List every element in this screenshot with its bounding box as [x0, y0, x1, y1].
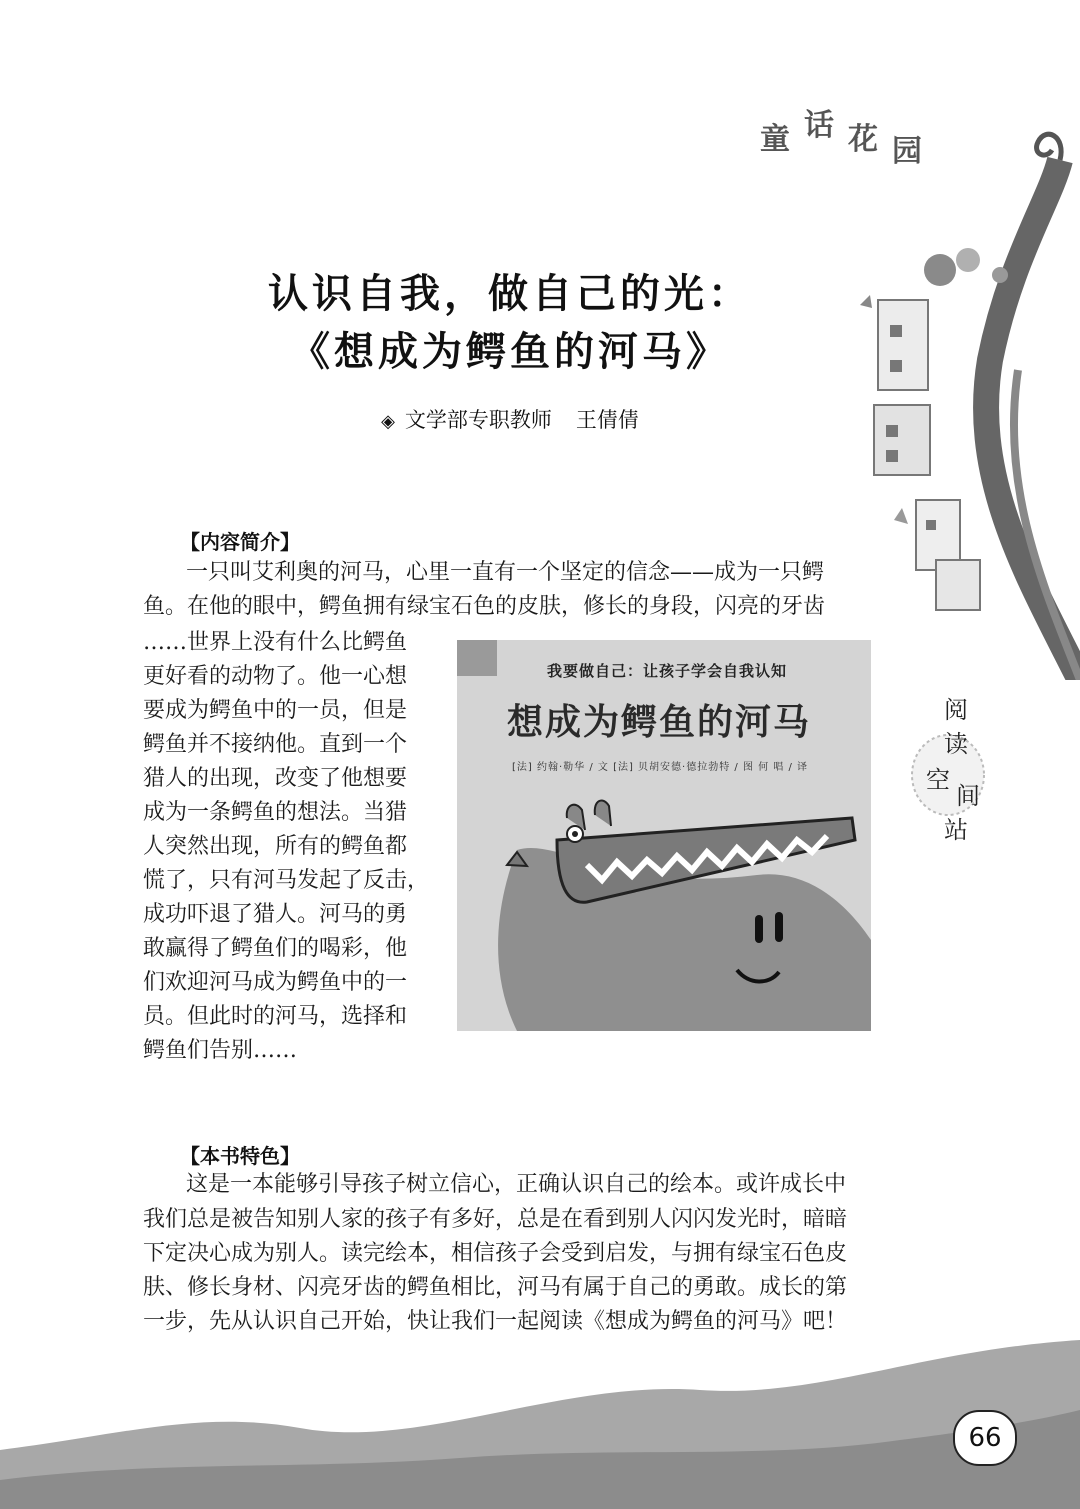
book-cover-image	[457, 640, 871, 1031]
summary-text-line: 们欢迎河马成为鳄鱼中的一	[143, 970, 408, 995]
book-cover-title: 想成为鳄鱼的河马	[507, 702, 812, 743]
page-number: 66	[953, 1410, 1017, 1466]
section-char-3: 花	[848, 122, 878, 157]
section-char-1: 童	[760, 122, 790, 157]
features-heading: 【本书特色】	[180, 1144, 300, 1168]
bottom-wave-decoration	[0, 1340, 1080, 1509]
summary-narrow-column	[143, 626, 429, 1068]
side-char-1: 阅	[944, 696, 968, 724]
features-text-line: 下定决心成为别人。读完绘本，相信孩子会受到启发，与拥有绿宝石色皮	[143, 1241, 848, 1266]
book-cover-credits: [法] 约翰·勒华 / 文 [法] 贝胡安德·德拉勃特 / 图 何 唱 / 译	[512, 762, 809, 773]
summary-text-line: 一只叫艾利奥的河马，心里一直有一个坚定的信念——成为一只鳄	[186, 560, 825, 585]
summary-heading: 【内容简介】	[180, 530, 300, 554]
decorative-vine-houses-illustration	[850, 120, 1080, 680]
byline-role: 文学部专职教师	[404, 408, 552, 432]
section-char-4: 园	[892, 134, 922, 169]
side-char-3: 空	[926, 766, 950, 794]
summary-text-line: 人突然出现，所有的鳄鱼都	[143, 834, 408, 859]
byline-diamond-icon: ◈	[381, 411, 395, 432]
book-cover-tagline: 我要做自己：让孩子学会自我认知	[547, 662, 788, 680]
summary-text-line: 要成为鳄鱼中的一员，但是	[143, 698, 408, 723]
summary-text-line: 猎人的出现，改变了他想要	[143, 766, 408, 791]
side-label	[918, 690, 988, 850]
summary-text-line: ……世界上没有什么比鳄鱼	[143, 630, 408, 655]
summary-full-line-1	[186, 556, 824, 590]
summary-text-line: 慌了，只有河马发起了反击，	[143, 868, 430, 893]
summary-text-line: 鳄鱼们告别……	[143, 1038, 298, 1063]
article-title-line-1: 认识自我，做自己的光：	[268, 271, 752, 317]
features-text-line: 这是一本能够引导孩子树立信心，正确认识自己的绘本。或许成长中	[186, 1172, 847, 1197]
byline-name: 王倩倩	[575, 408, 639, 432]
article-title-line-2: 《想成为鳄鱼的河马》	[290, 329, 730, 375]
side-char-5: 站	[944, 816, 968, 844]
features-body	[143, 1203, 847, 1339]
features-text-line: 肤、修长身材、闪亮牙齿的鳄鱼相比，河马有属于自己的勇敢。成长的第	[143, 1275, 848, 1300]
summary-text-line: 更好看的动物了。他一心想	[143, 664, 408, 689]
features-text-line: 一步，先从认识自己开始，快让我们一起阅读《想成为鳄鱼的河马》吧！	[143, 1309, 848, 1334]
features-text-line: 我们总是被告知别人家的孩子有多好，总是在看到别人闪闪发光时，暗暗	[143, 1207, 848, 1232]
section-char-2: 话	[804, 108, 834, 143]
summary-text-line: 鳄鱼并不接纳他。直到一个	[143, 732, 408, 757]
side-char-4: 间	[956, 782, 980, 810]
summary-text-line: 员。但此时的河马，选择和	[143, 1004, 408, 1029]
summary-text-line: 敢赢得了鳄鱼们的喝彩，他	[143, 936, 408, 961]
side-char-2: 读	[944, 730, 968, 758]
summary-text-line: 成为一条鳄鱼的想法。当猎	[143, 800, 408, 825]
byline	[0, 404, 1020, 434]
summary-full-line-2	[143, 590, 825, 624]
summary-text-line: 成功吓退了猎人。河马的勇	[143, 902, 408, 927]
summary-text-line: 鱼。在他的眼中，鳄鱼拥有绿宝石色的皮肤，修长的身段，闪亮的牙齿	[143, 594, 826, 619]
features-line-1	[186, 1168, 846, 1202]
